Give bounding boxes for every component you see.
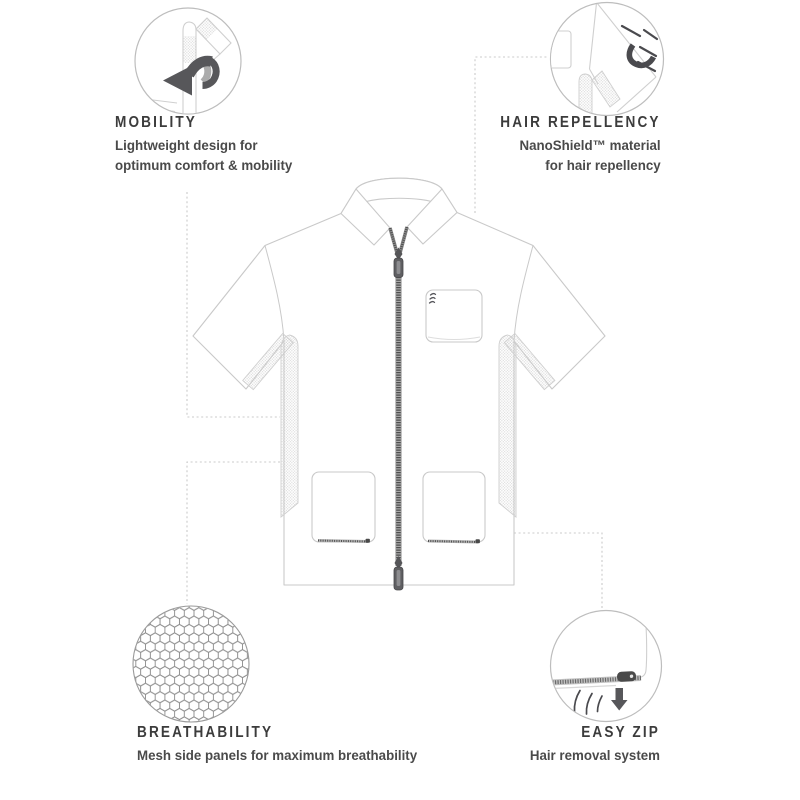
hair-repellency-title: HAIR REPELLENCY xyxy=(500,114,661,131)
leader-line-breathability xyxy=(187,462,280,604)
pocket-right-zip-pull-icon xyxy=(476,539,480,543)
mobility-title: MOBILITY xyxy=(115,114,197,131)
hair-repellency-line-1: NanoShield™ material xyxy=(519,137,661,153)
callout-hair-repellency xyxy=(472,114,661,175)
mobility-detail-circle xyxy=(135,8,241,116)
zipper-slider-icon xyxy=(617,671,636,682)
easy-zip-title: EASY ZIP xyxy=(581,724,660,741)
callout-easy-zip xyxy=(523,724,660,765)
shirt-illustration xyxy=(193,178,605,590)
easy-zip-line-1: Hair removal system xyxy=(529,747,660,763)
breathability-title: BREATHABILITY xyxy=(137,724,274,741)
callout-breathability xyxy=(137,724,432,765)
mobility-line-1: Lightweight design for xyxy=(115,137,258,153)
callout-mobility xyxy=(115,114,302,175)
easy-zip-detail-circle xyxy=(550,611,662,722)
pocket-right xyxy=(423,472,485,543)
honeycomb-mesh-icon xyxy=(128,601,254,727)
pocket-left-zip-pull-icon xyxy=(366,539,370,543)
leader-line-easy-zip xyxy=(514,533,602,609)
hair-repellency-line-2: for hair repellency xyxy=(545,157,661,173)
chest-pocket xyxy=(426,290,482,342)
breathability-line-1: Mesh side panels for maximum breathability xyxy=(137,747,418,763)
breathability-detail-circle xyxy=(128,601,254,727)
mobility-line-2: optimum comfort & mobility xyxy=(115,157,293,173)
pocket-left xyxy=(312,472,375,543)
hair-repellency-detail-circle xyxy=(548,3,664,117)
